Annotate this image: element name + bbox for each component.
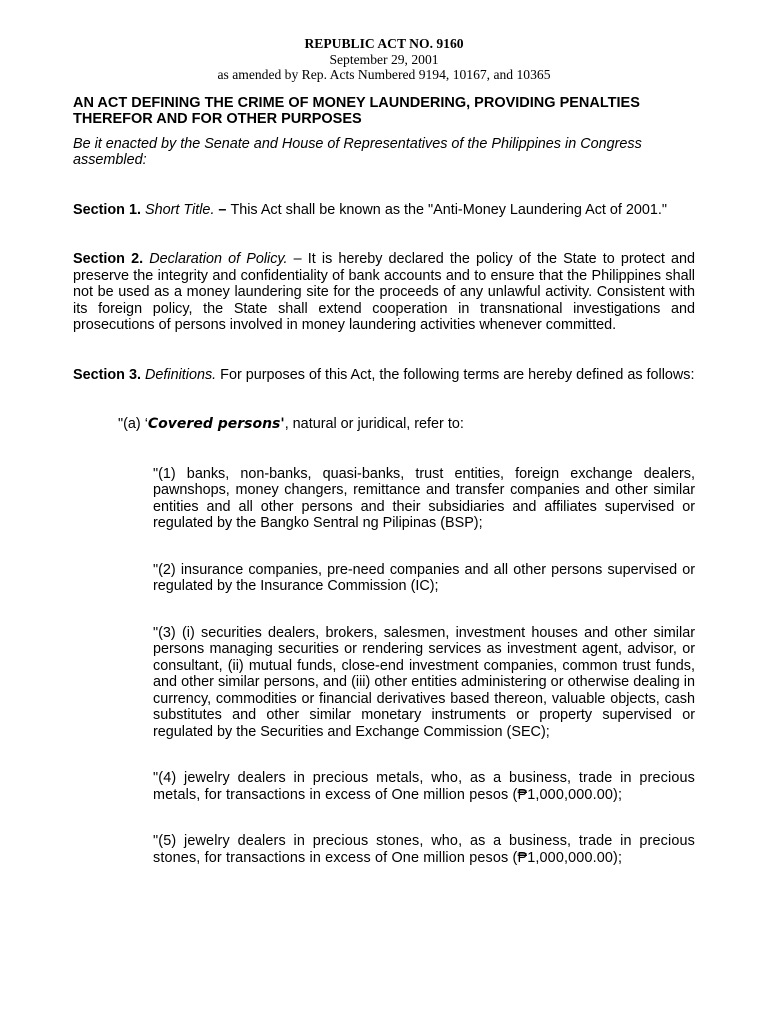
item-a-prefix: "(a) ‘ [118,416,148,432]
section-2-dash: – [287,251,308,267]
enacting-clause: Be it enacted by the Senate and House of Representatives of the Philippines in Congress assembled: [73,135,642,168]
amendment-note: as amended by Rep. Acts Numbered 9194, 10167, and 10365 [217,67,551,82]
section-2-text: It is hereby declared the policy of the State to protect and preserve the integrity and confidentiality of bank accounts and to ensure that the Philippines shall not be used as a money laundering site for the proceeds of any unlawful activity. Consistent with its foreign policy, the State shall extend cooperation in transnational investigations and prosecutions of persons involved in money laundering activities whenever committed. [73,251,696,333]
section-1-label: Section 1. [73,201,141,218]
subitem-2: "(2) insurance companies, pre-need companies and all other persons supervised or regulated by the Insurance Commission (IC); [153,561,695,594]
section-2-label: Section 2. [73,251,144,267]
subitem-4: "(4) jewelry dealers in precious metals, who, as a business, trade in precious metals, for transactions in excess of One million pesos (₱1,000,000.00); [153,770,695,803]
act-number: REPUBLIC ACT NO. 9160 [304,36,464,51]
section-3-heading: Definitions. [144,366,217,383]
document-header [73,36,695,83]
section-3-label: Section 3. [73,366,141,383]
section-3-text: For purposes of this Act, the following terms are hereby defined as follows: [216,366,695,383]
section-1-dash: – [214,201,231,218]
section-1-text: This Act shall be known as the "Anti-Money Laundering Act of 2001." [230,201,668,218]
act-title: AN ACT DEFINING THE CRIME OF MONEY LAUNDERING, PROVIDING PENALTIES THEREFOR AND FOR OTHER PURPOSES [73,94,640,127]
item-a-term: Covered persons' [147,416,285,432]
section-2 [73,251,695,334]
section-2-heading: Declaration of Policy. [149,251,288,267]
section-3 [73,367,695,384]
section-1-heading: Short Title. [144,201,215,218]
subitem-5: "(5) jewelry dealers in precious stones, who, as a business, trade in precious stones, for transactions in excess of One million pesos (₱1,000,000.00); [153,833,695,866]
section-1 [73,202,695,219]
item-a-suffix: , natural or juridical, refer to: [284,416,464,432]
definition-item-a [118,416,695,433]
act-date: September 29, 2001 [329,51,439,67]
subitem-1: "(1) banks, non-banks, quasi-banks, trust entities, foreign exchange dealers, pawnshops, money changers, remittance and transfer companies and other similar entities and all other persons and their subsidiaries and affiliates supervised or regulated by the Bangko Sentral ng Pilipinas (BSP); [153,465,695,531]
subitem-3: "(3) (i) securities dealers, brokers, salesmen, investment houses and other similar persons managing securities or rendering services as investment agent, advisor, or consultant, (ii) mutual funds, close-end investment companies, common trust funds, and other similar persons, and (iii) other entities administering or otherwise dealing in currency, commodities or financial derivatives based thereon, valuable objects, cash substitutes and other similar monetary instruments or property supervised or regulated by the Securities and Exchange Commission (SEC); [153,624,695,740]
